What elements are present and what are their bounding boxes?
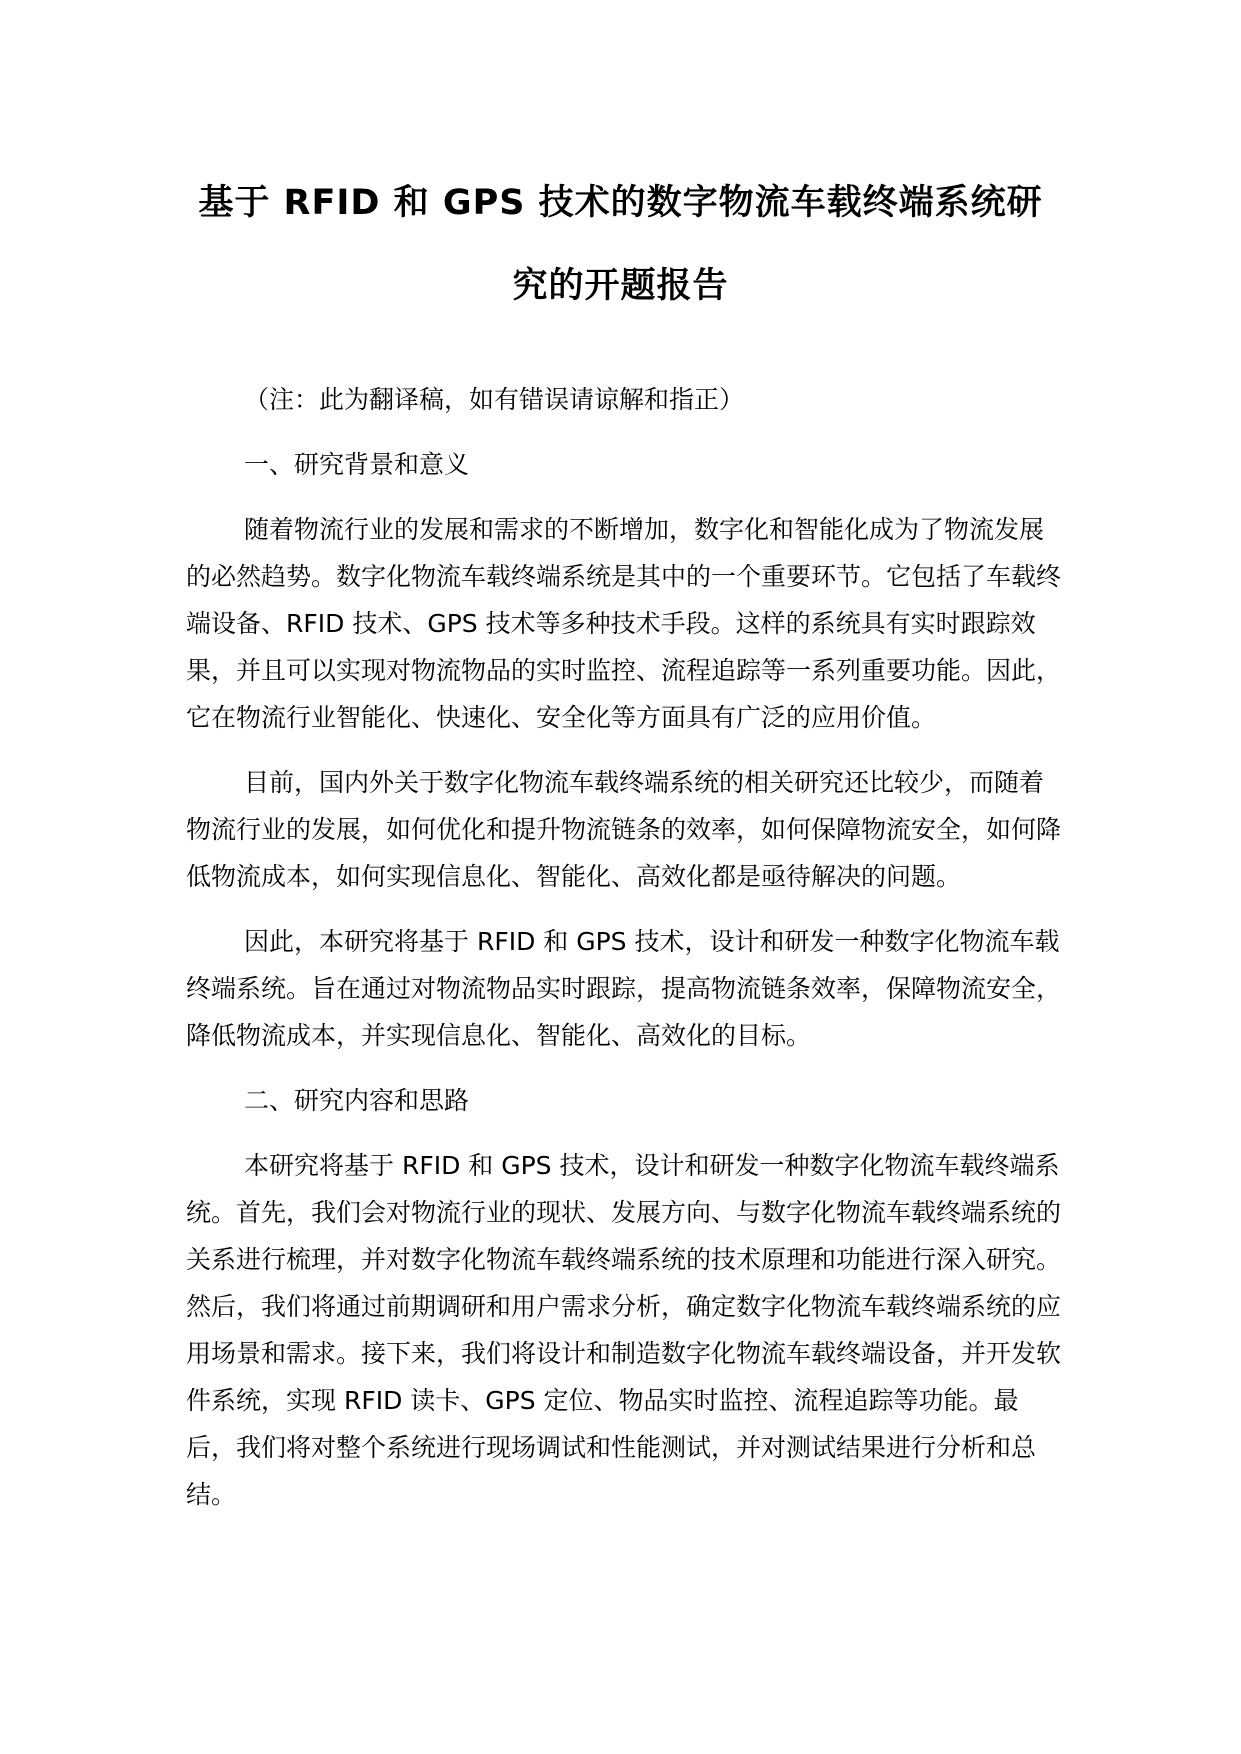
- translation-note: （注：此为翻译稿，如有错误请谅解和指正）: [244, 385, 745, 414]
- document-title-line-1: 基于 RFID 和 GPS 技术的数字物流车载终端系统研: [198, 183, 1043, 223]
- section-heading-background: 一、研究背景和意义: [244, 450, 470, 479]
- document-body: [186, 376, 1066, 1518]
- document-title-line-2: 究的开题报告: [512, 266, 729, 306]
- paragraph-background-1: 随着物流行业的发展和需求的不断增加，数字化和智能化成为了物流发展的必然趋势。数字化物流车载终端系统是其中的一个重要环节。它包括了车载终端设备、RFID 技术、GPS 技术等多种技术手段。这样的系统具有实时跟踪效果，并且可以实现对物流物品的实时监控、流程追踪等一系列重要功能。因此，它在物流行业智能化、快速化、安全化等方面具有广泛的应用价值。: [186, 515, 1062, 732]
- paragraph-content-1: 本研究将基于 RFID 和 GPS 技术，设计和研发一种数字化物流车载终端系统。首先，我们会对物流行业的现状、发展方向、与数字化物流车载终端系统的关系进行梳理，并对数字化物流车载终端系统的技术原理和功能进行深入研究。然后，我们将通过前期调研和用户需求分析，确定数字化物流车载终端系统的应用场景和需求。接下来，我们将设计和制造数字化物流车载终端设备，并开发软件系统，实现 RFID 读卡、GPS 定位、物品实时监控、流程追踪等功能。最后，我们将对整个系统进行现场调试和性能测试，并对测试结果进行分析和总结。: [186, 1151, 1062, 1509]
- paragraph-background-2: 目前，国内外关于数字化物流车载终端系统的相关研究还比较少，而随着物流行业的发展，如何优化和提升物流链条的效率，如何保障物流安全，如何降低物流成本，如何实现信息化、智能化、高效化都是亟待解决的问题。: [186, 768, 1062, 891]
- section-heading-content: 二、研究内容和思路: [244, 1086, 470, 1115]
- paragraph-background-3: 因此，本研究将基于 RFID 和 GPS 技术，设计和研发一种数字化物流车载终端系统。旨在通过对物流物品实时跟踪，提高物流链条效率，保障物流安全，降低物流成本，并实现信息化、智能化、高效化的目标。: [186, 927, 1062, 1050]
